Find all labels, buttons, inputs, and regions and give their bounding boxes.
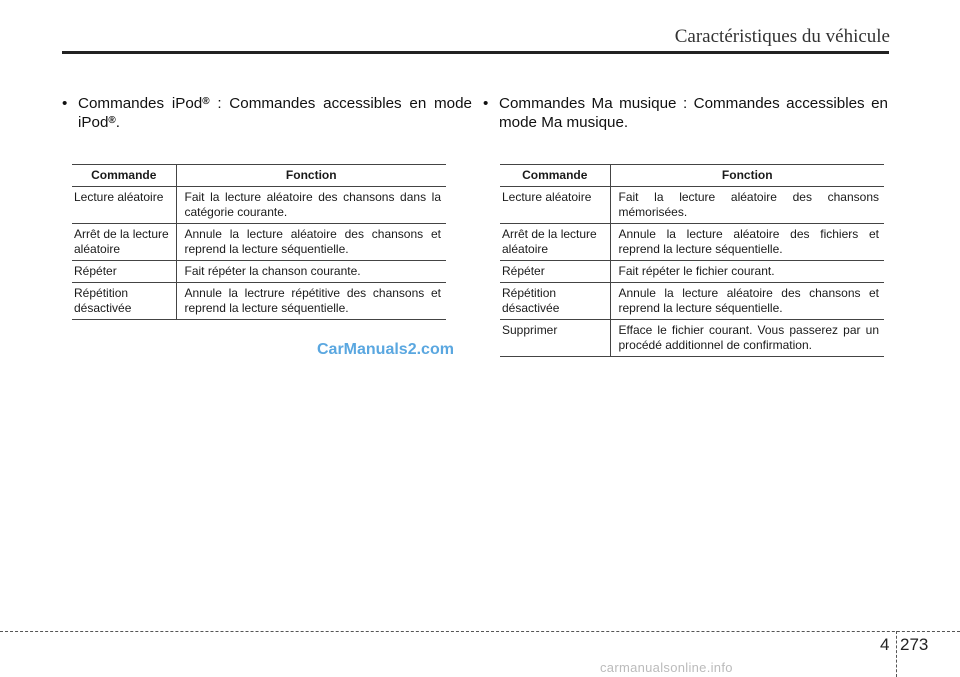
header-command: Commande [500,165,610,187]
footer-brand: carmanualsonline.info [600,660,733,675]
command-cell: Supprimer [500,320,610,357]
command-cell: Répéter [72,261,176,283]
table-row [500,261,884,283]
command-cell: Répétition désactivée [72,283,176,320]
bullet-my-music-commands [483,94,888,132]
function-cell: Annule la lecture aléatoire des fichiers et reprend la lecture séquentielle. [610,224,884,261]
command-cell: Lecture aléatoire [500,187,610,224]
table-row [500,283,884,320]
footer-rule [0,631,960,632]
function-cell: Fait répéter la chanson courante. [176,261,446,283]
bullet-ipod-commands [62,94,472,132]
table-row [72,283,446,320]
command-cell: Arrêt de la lecture aléatoire [72,224,176,261]
ipod-commands-table [72,164,446,320]
function-cell: Annule la lecture aléatoire des chansons et reprend la lecture séquentielle. [176,224,446,261]
function-cell: Efface le fichier courant. Vous passerez par un procédé additionnel de confirmation. [610,320,884,357]
bullet-text: Commandes iPod® : Commandes accessibles en mode iPod®. [78,95,472,131]
table-row [500,187,884,224]
function-cell: Fait la lecture aléatoire des chansons dans la catégorie courante. [176,187,446,224]
function-cell: Annule la lectrure répétitive des chansons et reprend la lecture séquentielle. [176,283,446,320]
bullet-dot: • [483,95,489,112]
table-row [72,261,446,283]
watermark: CarManuals2.com [317,341,454,358]
header-command: Commande [72,165,176,187]
command-cell: Lecture aléatoire [72,187,176,224]
header-rule [62,51,889,54]
right-column [483,94,888,132]
command-cell: Répétition désactivée [500,283,610,320]
function-cell: Fait la lecture aléatoire des chansons mémorisées. [610,187,884,224]
table-row [72,224,446,261]
function-cell: Fait répéter le fichier courant. [610,261,884,283]
command-cell: Répéter [500,261,610,283]
bullet-text: Commandes Ma musique : Commandes accessibles en mode Ma musique. [499,95,888,131]
my-music-commands-table [500,164,884,357]
chapter-number: 4 [880,635,890,654]
table-row [500,224,884,261]
header-function: Fonction [176,165,446,187]
left-column [62,94,472,132]
page-separator [896,631,897,677]
command-cell: Arrêt de la lecture aléatoire [500,224,610,261]
header-function: Fonction [610,165,884,187]
table-row [72,187,446,224]
function-cell: Annule la lecture aléatoire des chansons et reprend la lecture séquentielle. [610,283,884,320]
page-number: 273 [900,635,929,654]
bullet-dot: • [62,95,68,112]
page-header-title: Caractéristiques du véhicule [674,26,890,47]
table-header-row [500,165,884,187]
table-row [500,320,884,357]
table-header-row [72,165,446,187]
